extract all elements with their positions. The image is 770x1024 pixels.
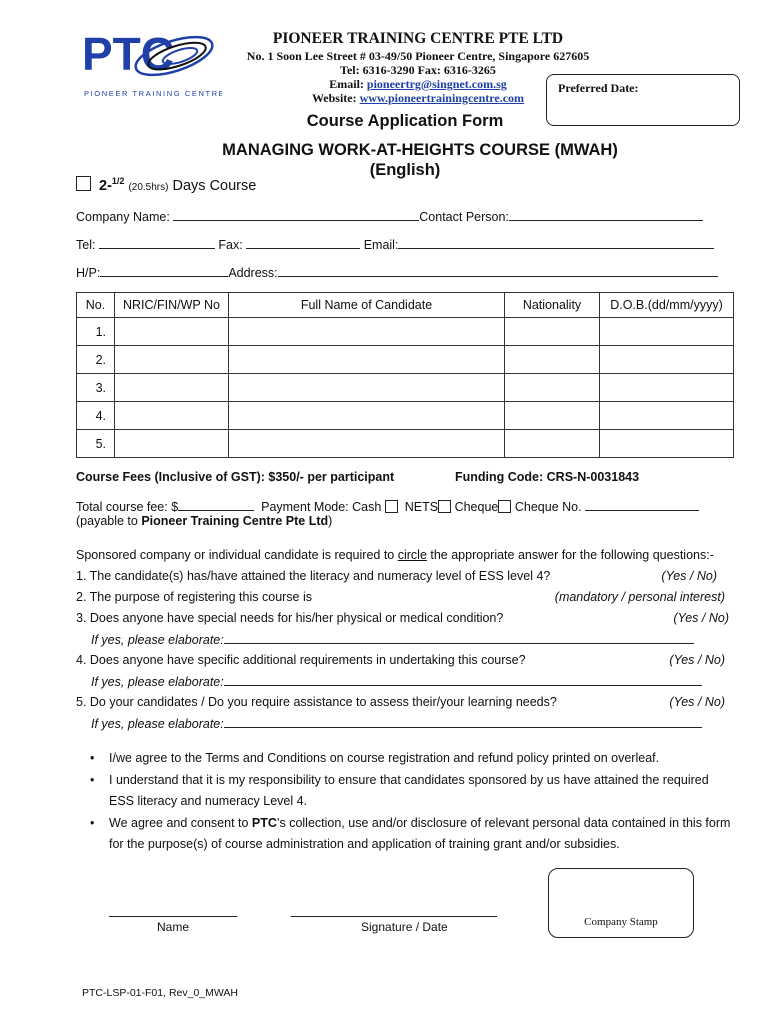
- cheque-no-field[interactable]: [585, 499, 699, 511]
- nationality-cell[interactable]: [505, 430, 600, 458]
- questions-intro: [76, 548, 714, 562]
- fax-label: Fax:: [218, 238, 247, 252]
- email-link[interactable]: pioneertrg@singnet.com.sg: [366, 77, 507, 91]
- form-code-footer: PTC-LSP-01-F01, Rev_0_MWAH: [82, 987, 238, 999]
- duration-label: Days Course: [172, 177, 257, 194]
- contact-person-label: Contact Person:: [419, 210, 509, 224]
- payment-row: [76, 499, 699, 514]
- payable-suffix: ): [328, 514, 333, 528]
- hp-address-row: [76, 265, 718, 280]
- course-title: MANAGING WORK-AT-HEIGHTS COURSE (MWAH): [222, 141, 618, 159]
- form-title: Course Application Form: [306, 112, 504, 130]
- question-answer[interactable]: (mandatory / personal interest): [554, 590, 725, 604]
- company-contact-row: [76, 209, 703, 224]
- declaration-3-bold: PTC: [251, 816, 277, 830]
- funding-code: Funding Code: CRS-N-0031843: [455, 470, 640, 484]
- candidate-table: [76, 292, 734, 458]
- question-answer[interactable]: (Yes / No): [669, 653, 725, 667]
- nationality-cell[interactable]: [505, 346, 600, 374]
- payable-to-line: [76, 514, 332, 528]
- email-field[interactable]: [398, 237, 714, 249]
- nets-checkbox[interactable]: [438, 500, 451, 513]
- nric-cell[interactable]: [115, 430, 229, 458]
- name-line[interactable]: [109, 916, 237, 917]
- nric-cell[interactable]: [115, 346, 229, 374]
- hp-field[interactable]: [100, 265, 228, 277]
- name-cell[interactable]: [229, 430, 505, 458]
- declaration-2: I understand that it is my responsibility to ensure that candidates sponsored by us have attained the required ESS literacy and numeracy Level 4.: [109, 773, 709, 808]
- table-header-nationality: Nationality: [505, 293, 600, 318]
- logo-letters: PTC: [82, 28, 174, 80]
- question-5: [76, 695, 756, 709]
- nric-cell[interactable]: [115, 402, 229, 430]
- organisation-tel-fax: Tel: 6316-3290 Fax: 6316-3265: [340, 63, 496, 77]
- question-text: 3. Does anyone have special needs for his/her physical or medical condition?: [76, 611, 504, 625]
- hp-label: H/P:: [76, 266, 101, 280]
- signature-line[interactable]: [291, 916, 497, 917]
- intro-suffix: the appropriate answer for the following questions:-: [426, 548, 714, 562]
- contact-person-field[interactable]: [509, 209, 703, 221]
- elaborate-3: [91, 632, 694, 647]
- elaborate-field[interactable]: [224, 716, 702, 728]
- cash-checkbox[interactable]: [385, 500, 398, 513]
- question-text: 5. Do your candidates / Do you require assistance to assess their/your learning needs?: [76, 695, 557, 709]
- organisation-name: PIONEER TRAINING CENTRE PTE LTD: [272, 30, 564, 47]
- elaborate-field[interactable]: [224, 674, 702, 686]
- signature-label: Signature / Date: [361, 920, 448, 934]
- organisation-address: No. 1 Soon Lee Street # 03-49/50 Pioneer Centre, Singapore 627605: [246, 49, 590, 63]
- declaration-3: [109, 813, 737, 855]
- cheque-no-label: Cheque No.: [514, 500, 582, 514]
- payable-name: Pioneer Training Centre Pte Ltd: [141, 514, 329, 528]
- tel-label: Tel:: [76, 238, 99, 252]
- bullet-1-marker: •: [90, 751, 95, 765]
- question-3: [76, 611, 756, 625]
- nric-cell[interactable]: [115, 318, 229, 346]
- row-number: 1.: [77, 318, 115, 346]
- table-row: [77, 430, 734, 458]
- table-row: [77, 402, 734, 430]
- question-2: [76, 590, 756, 604]
- total-fee-label: Total course fee: $: [76, 500, 179, 514]
- course-fees: Course Fees (Inclusive of GST): $350/- per participant: [76, 470, 395, 484]
- declaration-3-suffix: ’s collection, use and/or disclosure of relevant personal data contained in this form for the purpose(s) of course administration and application of training grant and/or subsidies.: [109, 816, 731, 851]
- elaborate-4: [91, 674, 702, 689]
- row-number: 4.: [77, 402, 115, 430]
- table-header-dob: D.O.B.(dd/mm/yyyy): [600, 293, 734, 318]
- ptc-logo-graphic: [82, 26, 222, 104]
- website-link[interactable]: www.pioneertrainingcentre.com: [359, 91, 525, 105]
- elaborate-5: [91, 716, 702, 731]
- ptc-logo: [82, 26, 222, 104]
- name-cell[interactable]: [229, 346, 505, 374]
- nationality-cell[interactable]: [505, 402, 600, 430]
- table-header-nric: NRIC/FIN/WP No: [115, 293, 229, 318]
- table-header-row: [77, 293, 734, 318]
- question-4: [76, 653, 756, 667]
- course-duration: [99, 176, 256, 194]
- question-text: 1. The candidate(s) has/have attained the literacy and numeracy level of ESS level 4?: [76, 569, 551, 583]
- row-number: 5.: [77, 430, 115, 458]
- logo-subtext: PIONEER TRAINING CENTRE: [84, 89, 222, 98]
- cheque-label: Cheque: [454, 500, 499, 514]
- company-name-field[interactable]: [173, 209, 419, 221]
- email-label: Email:: [329, 77, 367, 91]
- fax-field[interactable]: [246, 237, 360, 249]
- nationality-cell[interactable]: [505, 374, 600, 402]
- payable-prefix: (payable to: [76, 514, 142, 528]
- bullet-3-marker: •: [90, 816, 95, 830]
- question-answer[interactable]: (Yes / No): [669, 695, 725, 709]
- dob-cell[interactable]: [600, 374, 734, 402]
- intro-circle-word: circle: [397, 548, 427, 562]
- table-row: [77, 318, 734, 346]
- dob-cell[interactable]: [600, 402, 734, 430]
- nric-cell[interactable]: [115, 374, 229, 402]
- question-text: 2. The purpose of registering this course is: [76, 590, 313, 604]
- email-field-label: Email:: [363, 238, 399, 252]
- duration-hours: (20.5hrs): [128, 181, 169, 193]
- dob-cell[interactable]: [600, 346, 734, 374]
- table-row: [77, 346, 734, 374]
- question-answer[interactable]: (Yes / No): [661, 569, 717, 583]
- address-label: Address:: [228, 266, 278, 280]
- duration-fraction: 1/2: [111, 176, 125, 186]
- declaration-1: I/we agree to the Terms and Conditions on course registration and refund policy printed on overleaf.: [109, 751, 660, 765]
- elaborate-field[interactable]: [224, 632, 694, 644]
- row-number: 2.: [77, 346, 115, 374]
- elaborate-label: If yes, please elaborate:: [91, 717, 224, 731]
- question-text: 4. Does anyone have specific additional requirements in undertaking this course?: [76, 653, 526, 667]
- table-row: [77, 374, 734, 402]
- duration-number: 2-: [99, 177, 112, 194]
- declaration-3-prefix: We agree and consent to: [109, 816, 252, 830]
- tel-field[interactable]: [99, 237, 215, 249]
- question-answer[interactable]: (Yes / No): [673, 611, 729, 625]
- table-header-full-name: Full Name of Candidate: [229, 293, 505, 318]
- question-1: [76, 569, 756, 583]
- nets-label: NETS: [404, 500, 439, 514]
- company-name-label: Company Name:: [76, 210, 174, 224]
- elaborate-label: If yes, please elaborate:: [91, 675, 224, 689]
- table-header-no: No.: [77, 293, 115, 318]
- payment-mode-cash-label: Payment Mode: Cash: [261, 500, 382, 514]
- course-checkbox[interactable]: [76, 176, 91, 191]
- bullet-2-marker: •: [90, 773, 95, 787]
- name-cell[interactable]: [229, 402, 505, 430]
- name-cell[interactable]: [229, 374, 505, 402]
- course-language: (English): [369, 161, 441, 179]
- row-number: 3.: [77, 374, 115, 402]
- dob-cell[interactable]: [600, 430, 734, 458]
- tel-fax-email-row: [76, 237, 714, 252]
- elaborate-label: If yes, please elaborate:: [91, 633, 224, 647]
- intro-prefix: Sponsored company or individual candidate is required to: [76, 548, 398, 562]
- website-label: Website:: [311, 91, 360, 105]
- cheque-checkbox[interactable]: [498, 500, 511, 513]
- total-fee-field[interactable]: [178, 499, 254, 511]
- nationality-cell[interactable]: [505, 318, 600, 346]
- name-label: Name: [156, 920, 189, 934]
- company-stamp-label: Company Stamp: [584, 916, 658, 928]
- dob-cell[interactable]: [600, 318, 734, 346]
- preferred-date-label: Preferred Date:: [558, 81, 639, 95]
- name-cell[interactable]: [229, 318, 505, 346]
- address-field[interactable]: [278, 265, 718, 277]
